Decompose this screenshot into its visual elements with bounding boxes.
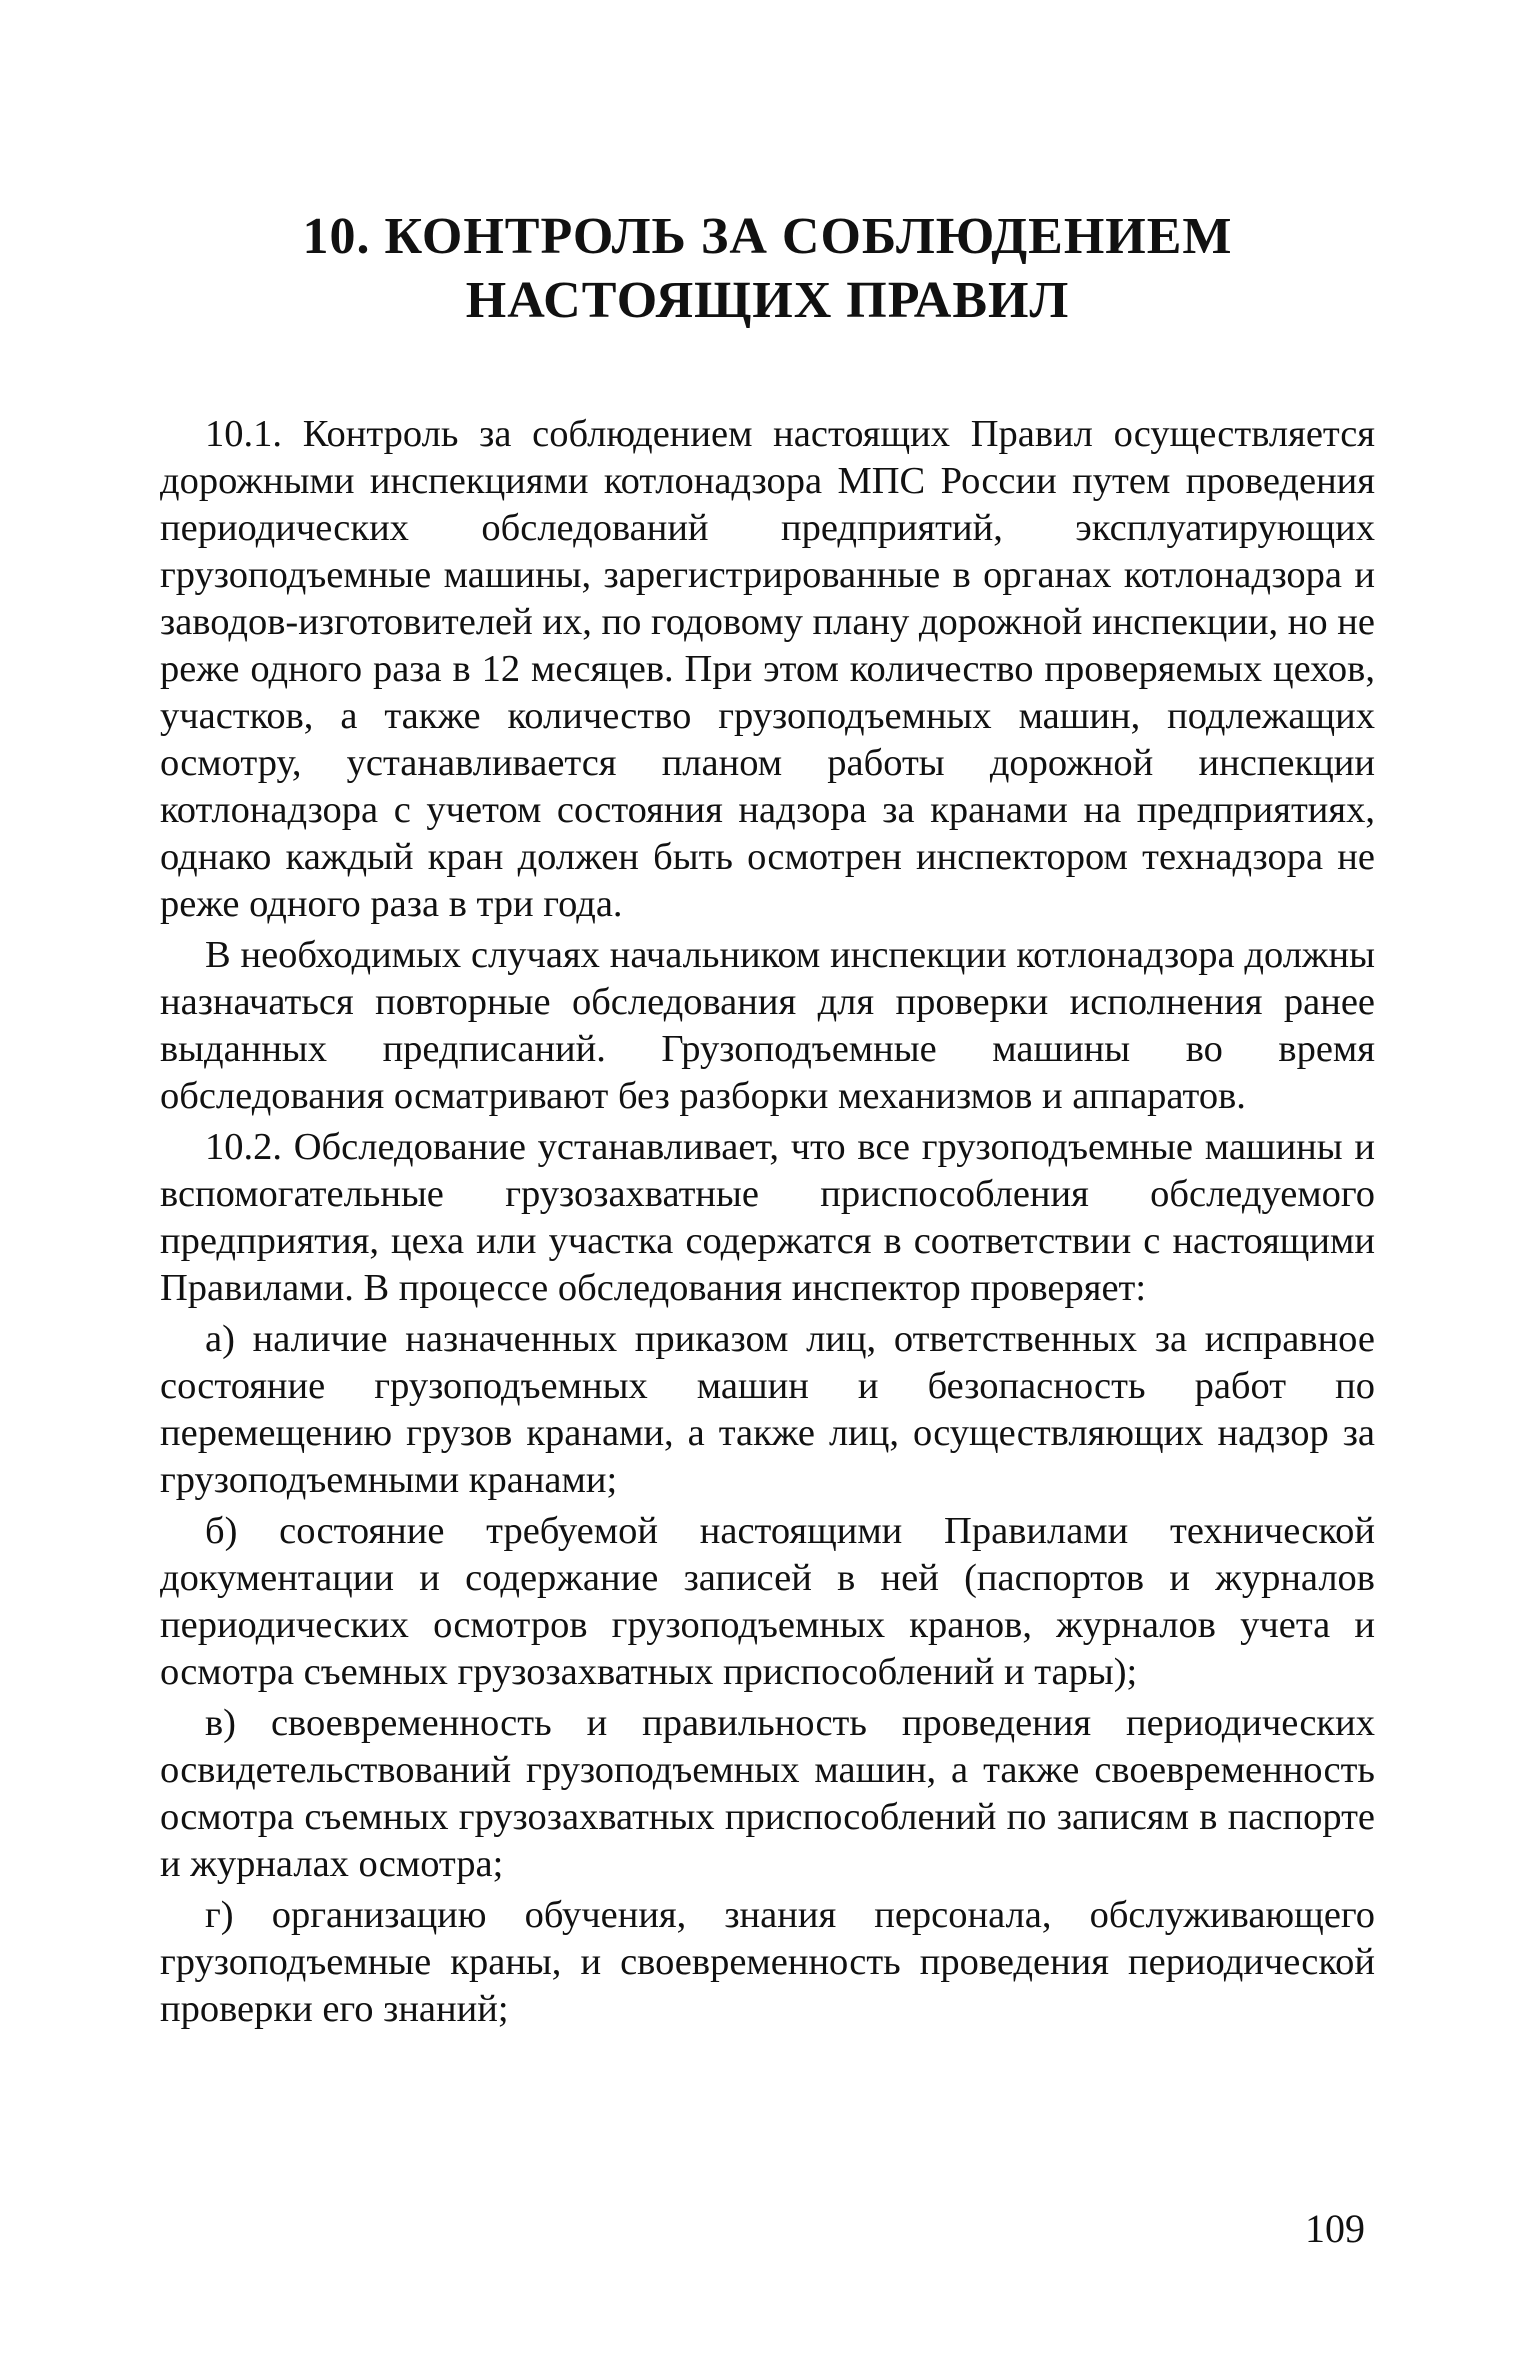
page-number: 109 — [1305, 2206, 1365, 2251]
section-heading — [160, 205, 1375, 333]
list-item-g: г) организацию обучения, знания персонала, обслуживающего грузоподъемные краны, и своевременность проведения периодической проверки его знаний; — [160, 1894, 1375, 2030]
document-page — [160, 205, 1375, 2037]
section-heading-line-1: 10. КОНТРОЛЬ ЗА СОБЛЮДЕНИЕМ — [302, 208, 1233, 265]
paragraph-repeat-inspections: В необходимых случаях начальником инспекции котлонадзора должны назначаться повторные обследования для проверки исполнения ранее выданных предписаний. Грузоподъемные машины во время обследования осматривают без разборки механизмов и аппаратов. — [160, 934, 1375, 1117]
paragraph-10-2: 10.2. Обследование устанавливает, что все грузоподъемные машины и вспомогательные грузозахватные приспособления обследуемого предприятия, цеха или участка содержатся в соответствии с настоящими Правилами. В процессе обследования инспектор проверяет: — [160, 1126, 1375, 1309]
section-heading-line-2: НАСТОЯЩИХ ПРАВИЛ — [465, 272, 1070, 329]
paragraph-10-1: 10.1. Контроль за соблюдением настоящих Правил осуществляется дорожными инспекциями котлонадзора МПС России путем проведения периодических обследований предприятий, эксплуатирующих грузоподъемные машины, зарегистрированные в органах котлонадзора и заводов-изготовителей их, по годовому плану дорожной инспекции, но не реже одного раза в 12 месяцев. При этом количество проверяемых цехов, участков, а также количество грузоподъемных машин, подлежащих осмотру, устанавливается планом работы дорожной инспекции котлонадзора с учетом состояния надзора за кранами на предприятиях, однако каждый кран должен быть осмотрен инспектором технадзора не реже одного раза в три года. — [160, 413, 1375, 925]
list-item-v: в) своевременность и правильность проведения периодических освидетельствований грузоподъемных машин, а также своевременность осмотра съемных грузозахватных приспособлений по записям в паспорте и журналах осмотра; — [160, 1702, 1375, 1885]
list-item-a: а) наличие назначенных приказом лиц, ответственных за исправное состояние грузоподъемных машин и безопасность работ по перемещению грузов кранами, а также лиц, осуществляющих надзор за грузоподъемными кранами; — [160, 1318, 1375, 1501]
list-item-b: б) состояние требуемой настоящими Правилами технической документации и содержание записей в ней (паспортов и журналов периодических осмотров грузоподъемных кранов, журналов учета и осмотра съемных грузозахватных приспособлений и тары); — [160, 1510, 1375, 1693]
